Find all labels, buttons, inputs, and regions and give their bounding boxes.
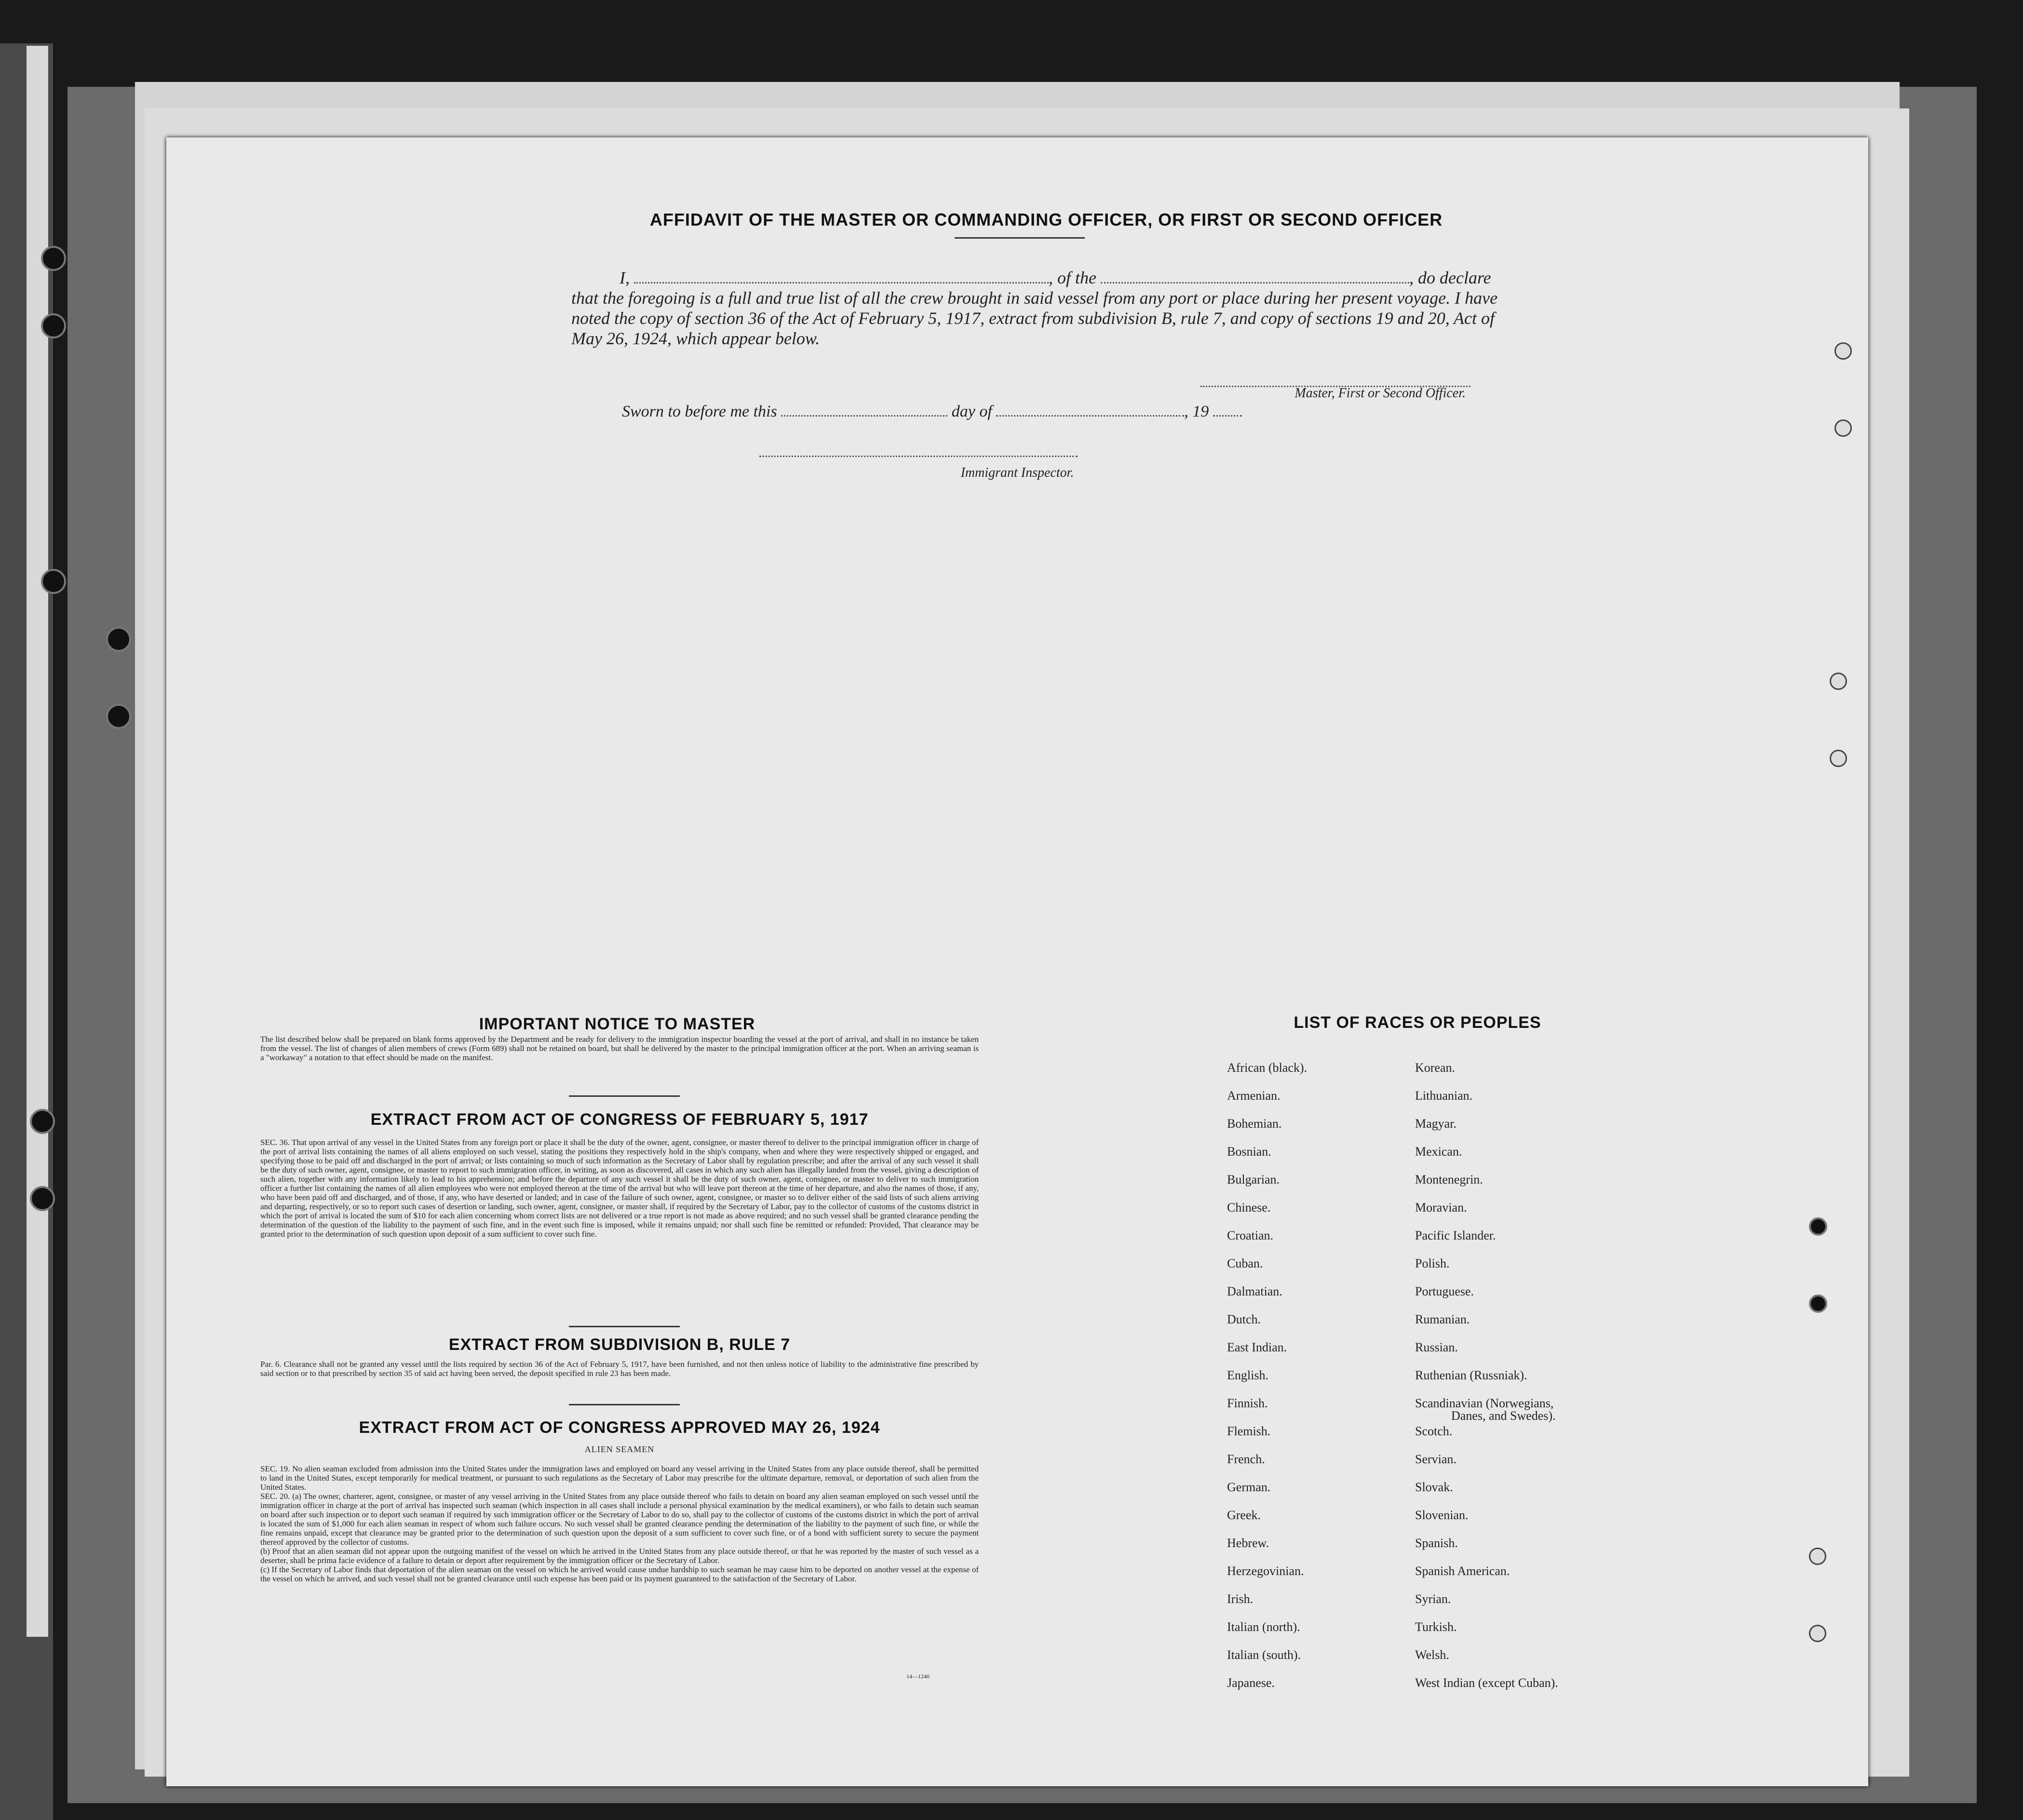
race-item: Irish.: [1227, 1592, 1254, 1606]
divider: [569, 1404, 680, 1405]
race-item: Bosnian.: [1227, 1145, 1271, 1159]
punch-hole: [1834, 342, 1852, 360]
race-item: Bulgarian.: [1227, 1173, 1280, 1186]
binder-hole: [30, 1186, 55, 1211]
binder-strip: [27, 46, 48, 1637]
punch-hole: [1809, 1294, 1827, 1313]
race-item: Herzegovinian.: [1227, 1564, 1304, 1578]
race-item: Hebrew.: [1227, 1536, 1269, 1550]
sworn-day-blank[interactable]: [781, 404, 947, 417]
race-item: Italian (south).: [1227, 1648, 1301, 1662]
affidavit-title: AFFIDAVIT OF THE MASTER OR COMMANDING OFFICER, OR FIRST OR SECOND OFFICER: [649, 210, 1443, 229]
race-item: English.: [1227, 1368, 1268, 1382]
race-item: Magyar.: [1415, 1117, 1457, 1131]
race-item: Armenian.: [1227, 1089, 1281, 1103]
race-item: East Indian.: [1227, 1340, 1287, 1354]
punch-hole: [1830, 673, 1847, 690]
binder-hole: [41, 246, 66, 271]
sec20b-text: (b) Proof that an alien seaman did not appear upon the outgoing manifest of the vessel on which he arrived in the United States from any place outside thereof, or that he was reported by the master of such vessel as a deserter, shall be prima facie evidence of a failure to detain or deport after requirement by the immigration officer or the Secretary of Labor.: [260, 1547, 979, 1565]
race-item: Japanese.: [1227, 1676, 1275, 1690]
race-item: Scandinavian (Norwegians,: [1415, 1396, 1554, 1410]
race-item: Ruthenian (Russniak).: [1415, 1368, 1527, 1382]
sworn-year-blank[interactable]: [1213, 404, 1242, 417]
race-item: Spanish.: [1415, 1536, 1458, 1550]
name-blank[interactable]: [634, 270, 1049, 283]
race-item: Chinese.: [1227, 1200, 1271, 1214]
sworn-line: [622, 403, 1297, 421]
affidavit-body: that the foregoing is a full and true list of all the crew brought in said vessel from any port or place during her present voyage. I have noted the copy of section 36 of the Act of February 5, 1917, extract from subdivision B, rule 7, and copy of sections 19 and 20, Act of May 26, 1924, which appear below.: [571, 288, 1498, 348]
act1917-title: EXTRACT FROM ACT OF CONGRESS OF FEBRUARY 5, 1917: [370, 1110, 869, 1129]
inspector-label: Immigrant Inspector.: [960, 465, 1074, 480]
race-item: Greek.: [1227, 1508, 1261, 1522]
race-item: African (black).: [1227, 1061, 1308, 1075]
binder-hole: [41, 569, 66, 594]
act1924-body: [260, 1464, 979, 1583]
race-item: Welsh.: [1415, 1648, 1449, 1662]
affidavit-paragraph: [571, 268, 1504, 349]
race-item: Bohemian.: [1227, 1117, 1282, 1131]
rule7-body: Par. 6. Clearance shall not be granted any vessel until the lists required by section 36 of the Act of February 5, 1917, have been furnished, and not then unless notice of liability to the administrative fine prescribed by said section or to that prescribed by section 35 of said act having been served, the deposit specified in rule 23 has been made.: [260, 1360, 979, 1378]
affidavit-of-the: , of the: [1049, 268, 1096, 287]
sworn-day-of: day of: [951, 403, 992, 420]
race-item: Russian.: [1415, 1340, 1458, 1354]
divider: [569, 1326, 680, 1327]
punch-hole: [1834, 419, 1852, 437]
master-signature-label: Master, First or Second Officer.: [1295, 386, 1466, 401]
race-item: Cuban.: [1227, 1256, 1263, 1270]
vessel-blank[interactable]: [1101, 270, 1409, 283]
race-item: Moravian.: [1415, 1200, 1467, 1214]
binder-hole: [106, 627, 131, 652]
race-item: Dutch.: [1227, 1312, 1261, 1326]
notice-title: IMPORTANT NOTICE TO MASTER: [479, 1015, 755, 1033]
inspector-signature-line[interactable]: [759, 456, 1078, 457]
rule7-title: EXTRACT FROM SUBDIVISION B, RULE 7: [448, 1335, 791, 1354]
race-item: Slovak.: [1415, 1480, 1453, 1494]
binder-hole: [30, 1109, 55, 1134]
race-item: French.: [1227, 1452, 1265, 1466]
race-item: Servian.: [1415, 1452, 1457, 1466]
race-item: Polish.: [1415, 1256, 1450, 1270]
binder-hole: [41, 313, 66, 338]
race-item: Slovenian.: [1415, 1508, 1469, 1522]
punch-hole: [1830, 750, 1847, 767]
race-item: Syrian.: [1415, 1592, 1451, 1606]
race-item: German.: [1227, 1480, 1271, 1494]
race-item: Rumanian.: [1415, 1312, 1470, 1326]
race-item: Italian (north).: [1227, 1620, 1300, 1634]
sworn-prefix: Sworn to before me this: [622, 403, 777, 420]
race-item: Portuguese.: [1415, 1284, 1474, 1298]
race-item: Finnish.: [1227, 1396, 1268, 1410]
act1917-body: SEC. 36. That upon arrival of any vessel in the United States from any foreign port or place it shall be the duty of the owner, agent, consignee, or master thereof to deliver to the principal immigration officer in charge of the port of arrival lists containing the names of all aliens employed on such vessel, stating the positions they respectively hold in the ship's company, when and where they were respectively shipped or engaged, and specifying those to be paid off and discharged in the port of arrival; or lists containing so much of such information as the Secretary of Labor shall by regulation prescribe; and after the arrival of any such vessel it shall be the duty of such owner, agent, consignee, or master to report to such immigration officer, in writing, as soon as discovered, all cases in which any such alien has illegally landed from the vessel, giving a description of such alien, together with any information likely to lead to his apprehension; and before the departure of any such vessel it shall be the duty of such owner, agent, consignee, or master to deliver to such immigration officer a further list containing the names of all alien employees who were not employed thereon at the time of the arrival but who will leave port thereon at the time of her departure, and also the names of those, if any, who have been paid off and discharged, and of those, if any, who have deserted or landed; and in case of the failure of such owner, agent, consignee, or master so to deliver either of the said lists of such aliens arriving and departing, respectively, or so to report such cases of desertion or landing, such owner, agent, consignee, or master shall, if required by the Secretary of Labor, pay to the collector of customs of the customs district in which the port of arrival is located the sum of $10 for each alien concerning whom correct lists are not delivered or a true report is not made as above required; and no such vessel shall be granted clearance pending the determination of the question of the liability to the payment of such fine, and in the event such fine is imposed, while it remains unpaid; nor shall such fine be remitted or refunded: Provided, That clearance may be granted prior to the determination of such question upon deposit of a sum sufficient to cover such fine.: [260, 1138, 979, 1239]
sworn-month-blank[interactable]: [996, 404, 1184, 417]
form-number: 14—1240: [906, 1673, 930, 1680]
alien-seamen-subtitle: ALIEN SEAMEN: [584, 1444, 655, 1454]
race-item: Flemish.: [1227, 1424, 1271, 1438]
sworn-year-prefix: , 19: [1184, 403, 1209, 420]
race-item: Mexican.: [1415, 1145, 1462, 1159]
race-item: Turkish.: [1415, 1620, 1457, 1634]
race-item: Spanish American.: [1415, 1564, 1510, 1578]
divider: [955, 237, 1085, 239]
race-item: West Indian (except Cuban).: [1415, 1676, 1558, 1690]
race-item: Montenegrin.: [1415, 1173, 1483, 1186]
affidavit-i: I,: [620, 268, 630, 287]
sec20a-text: SEC. 20. (a) The owner, charterer, agent, consignee, or master of any vessel arriving in the United States from any place outside thereof who fails to detain on board any alien seaman employed on such vessel until the immigration officer in charge at the port of arrival has inspected such seaman (which inspection in all cases shall include a personal physical examination by the medical examiners), or who fails to detain such seaman on board after such inspection or to deport such seaman if required by such immigration officer or the Secretary of Labor to do so, shall pay to the collector of customs of the customs district in which the port of arrival is located the sum of $1,000 for each alien seaman in respect of whom such failure occurs. No such vessel shall be granted clearance pending the determination of the liability to the payment of such fine, or while the fine remains unpaid, except that clearance may be granted prior to the determination of such question upon the deposit of a sum sufficient to cover such fine, or of a bond with sufficient surety to secure the payment thereof approved by the collector of customs.: [260, 1492, 979, 1547]
race-item: Scotch.: [1415, 1424, 1453, 1438]
race-item: Lithuanian.: [1415, 1089, 1473, 1103]
punch-hole: [1809, 1548, 1826, 1565]
race-item: Dalmatian.: [1227, 1284, 1282, 1298]
races-title: LIST OF RACES OR PEOPLES: [1294, 1013, 1541, 1032]
sec20c-text: (c) If the Secretary of Labor finds that deportation of the alien seaman on the vessel on which he arrived would cause undue hardship to such seaman he may cause him to be deported on another vessel at the expense of the vessel on which he arrived, and such vessel shall not be granted clearance until such expense has been paid or its payment guaranteed to the satisfaction of the Secretary of Labor.: [260, 1565, 979, 1583]
punch-hole: [1809, 1217, 1827, 1236]
race-item: Korean.: [1415, 1061, 1456, 1075]
act1924-title: EXTRACT FROM ACT OF CONGRESS APPROVED MAY 26, 1924: [359, 1418, 880, 1437]
sec19-text: SEC. 19. No alien seaman excluded from admission into the United States under the immigration laws and employed on board any vessel arriving in the United States from any place outside thereof, shall be permitted to land in the United States, except temporarily for medical treatment, or pursuant to such regulations as the Secretary of Labor may prescribe for the ultimate departure, removal, or deportation of such alien from the United States.: [260, 1464, 979, 1492]
race-item: Pacific Islander.: [1415, 1228, 1496, 1242]
race-item: Danes, and Swedes).: [1451, 1409, 1556, 1423]
notice-body: The list described below shall be prepared on blank forms approved by the Department and be ready for delivery to the immigration inspector boarding the vessel at the port of arrival, and shall in no instance be taken from the vessel. The list of changes of alien members of crews (Form 689) shall not be retained on board, but shall be delivered by the master to the principal immigration officer at the port. When an arriving seaman is a "workaway" a notation to that effect should be made on the manifest.: [260, 1035, 979, 1062]
divider: [569, 1095, 680, 1097]
race-item: Croatian.: [1227, 1228, 1274, 1242]
affidavit-do-declare: , do declare: [1409, 268, 1491, 287]
punch-hole: [1809, 1625, 1826, 1642]
binder-hole: [106, 704, 131, 729]
